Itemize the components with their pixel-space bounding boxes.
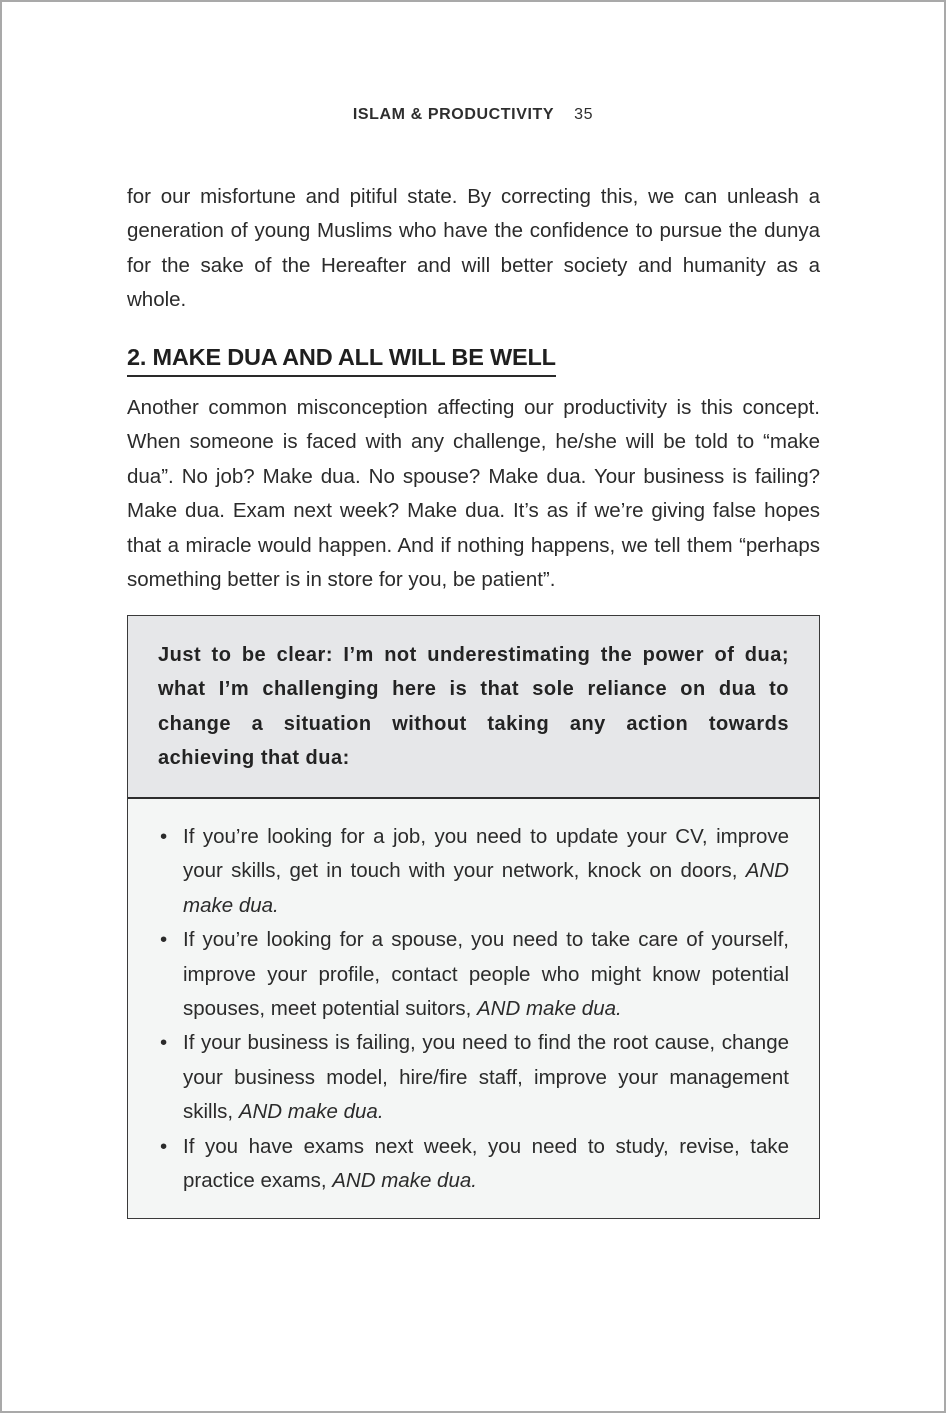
bullet-icon: • [160,928,168,952]
list-item-emphasis: AND make dua. [332,1169,477,1193]
list-item-text: If you have exams next week, you need to study, revise, take practice exams, [183,1134,789,1193]
list-item [158,1130,789,1199]
list-item-emphasis: AND make dua. [477,997,622,1021]
list-item-text: If you’re looking for a job, you need to update your CV, improve your skills, get in touch with your network, knock on doors, [183,825,789,883]
list-item-text: If you’re looking for a spouse, you need to take care of yourself, improve your profile, contact people who might know potential spouses, meet potential suitors, [183,928,789,1021]
list-item [158,820,789,923]
bullet-icon: • [160,1031,168,1055]
list-item-emphasis: AND make dua. [238,1100,384,1124]
list-item [158,923,789,1026]
bullet-icon: • [160,1134,168,1158]
list-item-emphasis: AND make dua. [183,859,789,917]
callout-header [128,616,819,799]
section-heading: 2. MAKE DUA AND ALL WILL BE WELL [127,343,556,377]
list-item-text: If your business is failing, you need to find the root cause, change your business model, hire/fire staff, improve your management skills, [183,1031,789,1124]
running-head-title: ISLAM & PRODUCTIVITY [352,106,555,123]
callout-list [158,820,789,1198]
body-paragraph-continued: for our misfortune and pitiful state. By correcting this, we can unleash a generation of young Muslims who have the confidence to pursue the dunya for the sake of the Hereafter and will better society and humanity as a whole. [127,185,820,312]
callout-box [127,615,820,1219]
callout-body [128,799,819,1218]
page-number: 35 [574,106,594,123]
callout-intro: Just to be clear: I’m not underestimating the power of dua; what I’m challenging here is that sole reliance on dua to change a situation without taking any action towards achieving that dua: [158,644,789,770]
bullet-icon: • [160,825,168,848]
running-head [0,106,946,124]
section-paragraph: Another common misconception affecting our productivity is this concept. When someone is faced with any challenge, he/she will be told to “make dua”. No job? Make dua. No spouse? Make dua. Your business is failing? Make dua. Exam next week? Make dua. It’s as if we’re giving false hopes that a miracle would happen. And if nothing happens, we tell them “perhaps something better is in store for you, be patient”. [127,396,820,592]
list-item [158,1026,789,1129]
